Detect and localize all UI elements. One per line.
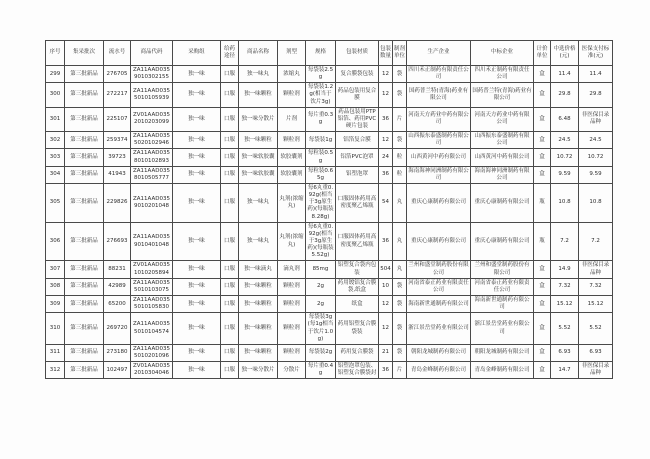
table-cell: 袋 (393, 83, 407, 107)
header-cell: 商品名称 (239, 41, 278, 66)
table-cell: 盒 (534, 313, 551, 345)
table-cell: 浓缩丸 (278, 66, 306, 83)
table-cell: 四川禾正制药有限责任公司 (471, 66, 534, 83)
header-cell: 医保支付标准(元) (579, 41, 613, 66)
table-row (46, 132, 613, 149)
table-cell: 276693 (104, 222, 131, 261)
table-cell: 颗粒剂 (278, 344, 306, 361)
table-cell: 10.72 (579, 149, 613, 166)
table-cell: 铝塑泡罩 (336, 166, 379, 183)
table-cell: ZA11AAD0355010103075 (131, 278, 173, 295)
table-cell: 口服 (221, 166, 239, 183)
table-cell: 15.12 (579, 295, 613, 312)
table-cell: 24 (379, 149, 393, 166)
table-cell: 兰州和盛堂制药股份有限公司 (407, 261, 471, 278)
table-cell: 独一味颗粒 (239, 132, 278, 149)
table-cell: 36 (379, 107, 393, 131)
table-cell: 丸 (393, 261, 407, 278)
table-header-row (46, 41, 613, 66)
table-cell: 每粒装0.65g (306, 166, 336, 183)
table-cell: 袋 (393, 344, 407, 361)
header-cell: 采购组 (173, 41, 221, 66)
table-cell: 独一味 (173, 132, 221, 149)
table-cell: 第三批新品 (65, 313, 104, 345)
table-cell: 分散片 (278, 362, 306, 379)
table-cell: 301 (46, 107, 65, 131)
table-cell: 独一味 (173, 295, 221, 312)
table-row (46, 107, 613, 131)
table-cell: 国药普兰特(青海)药业有限公司 (407, 83, 471, 107)
table-cell: 丸 (393, 183, 407, 222)
table-cell: 盒 (534, 107, 551, 131)
table-row (46, 362, 613, 379)
table-cell: 65200 (104, 295, 131, 312)
table-cell: 303 (46, 149, 65, 166)
table-cell: 独一味 (173, 66, 221, 83)
header-cell: 序号 (46, 41, 65, 66)
table-cell: 308 (46, 278, 65, 295)
table-cell: 盒 (534, 149, 551, 166)
table-cell: 独一味分散片 (239, 362, 278, 379)
table-cell: ZA11AAD0358010505777 (131, 166, 173, 183)
table-cell: 10.72 (551, 149, 579, 166)
table-cell: 浙江景岳堂药业有限公司 (407, 313, 471, 345)
table-cell: 14.9 (551, 261, 579, 278)
table-cell: 276705 (104, 66, 131, 83)
table-cell: 瓶 (534, 222, 551, 261)
header-cell: 流水号 (104, 41, 131, 66)
header-cell: 中选价格(元) (551, 41, 579, 66)
table-row (46, 222, 613, 261)
table-cell: 朝阳龙城制药有限公司 (407, 344, 471, 361)
table-cell: 5.52 (551, 313, 579, 345)
table-cell: 口服 (221, 66, 239, 83)
table-cell: 独一味 (173, 261, 221, 278)
table-cell: 504 (379, 261, 393, 278)
table-cell: 独一味 (173, 107, 221, 131)
table-row (46, 183, 613, 222)
table-cell: 272217 (104, 83, 131, 107)
table-cell: 6.48 (551, 107, 579, 131)
table-row (46, 166, 613, 183)
table-cell: 24.5 (551, 132, 579, 149)
table-cell: 每袋装3g(每1g相当于饮片1.0g) (306, 313, 336, 345)
table-cell: 7.2 (551, 222, 579, 261)
table-cell: 青岛金峰制药有限公司 (471, 362, 534, 379)
table-cell: 12 (379, 295, 393, 312)
table-cell: 颗粒剂 (278, 278, 306, 295)
table-cell: 海南海神同洲制药有限公司 (471, 166, 534, 183)
table-cell: 铝箔复合膜 (336, 132, 379, 149)
table-cell: 袋 (393, 66, 407, 83)
table-cell: 每袋装2.5g (306, 66, 336, 83)
table-cell: 海南新世通制药有限公司 (471, 295, 534, 312)
table-cell: 颗粒剂 (278, 295, 306, 312)
table-cell: 2g (306, 295, 336, 312)
table-cell: 12 (379, 313, 393, 345)
table-cell: 独一味 (173, 362, 221, 379)
table-cell: 口服 (221, 132, 239, 149)
table-cell: 非医保目录品种 (579, 362, 613, 379)
table-cell: 独一味 (173, 222, 221, 261)
table-cell: 药用镀铝复合膜袋,纸盒 (336, 278, 379, 295)
table-cell: ZA11AAD0359010201048 (131, 183, 173, 222)
table-cell: 纸盒 (336, 295, 379, 312)
table-cell: ZA11AAD0359010302155 (131, 66, 173, 83)
table-cell: 口服 (221, 149, 239, 166)
table-cell: 独一味 (173, 313, 221, 345)
table-cell: 重庆心康制药有限公司 (471, 222, 534, 261)
table-cell: 29.8 (551, 83, 579, 107)
table-cell: 朝阳龙城制药有限公司 (471, 344, 534, 361)
table-cell: 河南省泰正药业有限责任公司 (471, 278, 534, 295)
table-cell: 12 (379, 66, 393, 83)
table-cell: 口服 (221, 261, 239, 278)
table-cell: 河南省泰正药业有限责任公司 (407, 278, 471, 295)
table-cell: ZV01AAD0351010205894 (131, 261, 173, 278)
table-cell: 铝塑复合袋内包装 (336, 261, 379, 278)
table-cell: 药品包装用复合膜 (336, 83, 379, 107)
table-cell: 每6丸重0.92g(相当于3g原生药)(每瓶装5.52g) (306, 222, 336, 261)
table-cell: 独一味颗粒 (239, 295, 278, 312)
table-cell: 每粒装0.5g (306, 149, 336, 166)
table-cell: 第三批新品 (65, 149, 104, 166)
table-cell: 片 (393, 107, 407, 131)
table-cell: 5.52 (579, 313, 613, 345)
table-cell: 每片重0.4g (306, 362, 336, 379)
table-cell: 88231 (104, 261, 131, 278)
table-cell: 85mg (306, 261, 336, 278)
table-cell: 273180 (104, 344, 131, 361)
table-cell: 片剂 (278, 107, 306, 131)
table-cell: 粒 (393, 166, 407, 183)
table-cell: 兰州和盛堂制药股份有限公司 (471, 261, 534, 278)
table-cell: 口服 (221, 344, 239, 361)
table-cell: 药品包装用PTP铝箔、药用PVC硬片包装 (336, 107, 379, 131)
table-cell: 浙江景岳堂药业有限公司 (471, 313, 534, 345)
table-row (46, 66, 613, 83)
table-cell: 盒 (534, 295, 551, 312)
table-cell: 54 (379, 183, 393, 222)
table-cell: 第三批新品 (65, 183, 104, 222)
table-cell: 独一味滴丸 (239, 261, 278, 278)
table-cell: 7.32 (551, 278, 579, 295)
table-cell: 口服 (221, 107, 239, 131)
table-cell: 药用铝塑复合膜袋装 (336, 313, 379, 345)
table-cell: 口服 (221, 313, 239, 345)
table-cell: 重庆心康制药有限公司 (407, 183, 471, 222)
table-cell: 独一味 (173, 83, 221, 107)
table-cell: ZA11AAD0355010201096 (131, 344, 173, 361)
table-cell: 2g (306, 278, 336, 295)
table-cell: 独一味丸 (239, 66, 278, 83)
table-cell: 312 (46, 362, 65, 379)
table-cell: 304 (46, 166, 65, 183)
table-cell: 独一味颗粒 (239, 83, 278, 107)
table-cell: 每6丸重0.92g(相当于3g原生药)(每瓶装8.28g) (306, 183, 336, 222)
table-cell: 软胶囊剂 (278, 149, 306, 166)
table-cell: 第三批新品 (65, 132, 104, 149)
table-cell: 每袋装1.2g(相当于饮片3g) (306, 83, 336, 107)
table-cell: 青岛金峰制药有限公司 (407, 362, 471, 379)
table-cell: 盒 (534, 132, 551, 149)
table-cell: ZA11AAD0358010102893 (131, 149, 173, 166)
header-cell: 给药途径 (221, 41, 239, 66)
table-cell: 独一味 (173, 344, 221, 361)
table-cell: 36 (379, 222, 393, 261)
header-cell: 集采批次 (65, 41, 104, 66)
table-cell: 独一味分散片 (239, 107, 278, 131)
table-cell: ZA11AAD0355020102946 (131, 132, 173, 149)
table-cell: 口服固体药用高密度聚乙烯瓶 (336, 183, 379, 222)
table-cell: 11.4 (551, 66, 579, 83)
table-row (46, 261, 613, 278)
table-cell: 第三批新品 (65, 166, 104, 183)
table-cell: ZA11AAD0355010105830 (131, 295, 173, 312)
table-cell: 6.93 (579, 344, 613, 361)
table-cell: 非医保目录品种 (579, 261, 613, 278)
table-cell: 瓶 (534, 183, 551, 222)
table-cell: 重庆心康制药有限公司 (471, 183, 534, 222)
table-row (46, 295, 613, 312)
table-cell: 第三批新品 (65, 66, 104, 83)
table-cell: 山西黄河中药有限公司 (407, 149, 471, 166)
table-cell: 306 (46, 222, 65, 261)
table-cell: 第三批新品 (65, 222, 104, 261)
table-cell: 软胶囊剂 (278, 166, 306, 183)
table-cell: 口服 (221, 183, 239, 222)
table-row (46, 344, 613, 361)
table-cell: 311 (46, 344, 65, 361)
table-cell: 独一味 (173, 149, 221, 166)
header-cell: 生产企业 (407, 41, 471, 66)
table-cell: 口服固体药用高密度聚乙烯瓶 (336, 222, 379, 261)
table-row (46, 278, 613, 295)
table-cell: 海南新世通制药有限公司 (407, 295, 471, 312)
table-cell: 第三批新品 (65, 107, 104, 131)
table-cell: 丸剂(浓缩丸) (278, 183, 306, 222)
table-cell: 药用复合膜袋 (336, 344, 379, 361)
table-cell: 10.8 (579, 183, 613, 222)
table-cell: 盒 (534, 344, 551, 361)
table-cell: 12 (379, 132, 393, 149)
table-cell: 国药普兰特(青海)药业有限公司 (471, 83, 534, 107)
table-row (46, 83, 613, 107)
table-cell: 口服 (221, 278, 239, 295)
table-cell: 片 (393, 362, 407, 379)
table-cell: 7.32 (579, 278, 613, 295)
drug-price-table (45, 40, 613, 379)
table-cell: 独一味丸 (239, 183, 278, 222)
table-cell: 口服 (221, 83, 239, 107)
table-cell: 颗粒剂 (278, 132, 306, 149)
table-cell: 四川禾正制药有限责任公司 (407, 66, 471, 83)
header-cell: 规格 (306, 41, 336, 66)
table-cell: 12 (379, 83, 393, 107)
table-cell: 305 (46, 183, 65, 222)
header-cell: 计价单位 (534, 41, 551, 66)
header-cell: 中标企业 (471, 41, 534, 66)
table-cell: 第三批新品 (65, 295, 104, 312)
table-cell: 盒 (534, 362, 551, 379)
table-cell: 10 (379, 278, 393, 295)
table-cell: 重庆心康制药有限公司 (407, 222, 471, 261)
header-cell: 制剂单位 (393, 41, 407, 66)
table-cell: ZA11AAD0359010401048 (131, 222, 173, 261)
table-cell: 盒 (534, 83, 551, 107)
header-cell: 包装数量 (379, 41, 393, 66)
table-cell: 15.12 (551, 295, 579, 312)
table-cell: 河南天方药业中药有限公司 (471, 107, 534, 131)
table-cell: 36 (379, 362, 393, 379)
table-cell: 独一味颗粒 (239, 278, 278, 295)
table-cell: 310 (46, 313, 65, 345)
table-cell: 302 (46, 132, 65, 149)
table-cell: 口服 (221, 222, 239, 261)
table-cell: 袋 (393, 295, 407, 312)
table-cell: 41943 (104, 166, 131, 183)
table-cell: 独一味 (173, 278, 221, 295)
table-cell: ZA11AAD0355010104574 (131, 313, 173, 345)
table-cell: 颗粒剂 (278, 83, 306, 107)
table-cell: 海南海神同洲制药有限公司 (407, 166, 471, 183)
table-cell: 盒 (534, 261, 551, 278)
table-cell: 229826 (104, 183, 131, 222)
table-cell: 独一味丸 (239, 222, 278, 261)
table-cell: 山西振东泰盛制药有限公司 (407, 132, 471, 149)
table-cell: 盒 (534, 166, 551, 183)
table-cell: 第三批新品 (65, 261, 104, 278)
table-cell: 第三批新品 (65, 83, 104, 107)
table-cell: 独一味 (173, 166, 221, 183)
table-cell: 山西黄河中药有限公司 (471, 149, 534, 166)
header-cell: 剂型 (278, 41, 306, 66)
table-cell: 独一味 (173, 183, 221, 222)
table-row (46, 149, 613, 166)
table-cell: 14.7 (551, 362, 579, 379)
table-cell: 225107 (104, 107, 131, 131)
table-cell: 口服 (221, 362, 239, 379)
table-body (46, 66, 613, 379)
table-cell: 山西振东泰盛制药有限公司 (471, 132, 534, 149)
table-cell: ZA11AAD0355010105939 (131, 83, 173, 107)
table-cell: 盒 (534, 278, 551, 295)
table-cell: 307 (46, 261, 65, 278)
table-cell: 42989 (104, 278, 131, 295)
table-cell: 铝箔PVC泡罩 (336, 149, 379, 166)
table-cell: 第三批新品 (65, 362, 104, 379)
table-cell: 309 (46, 295, 65, 312)
table-cell: 口服 (221, 295, 239, 312)
table-cell: 第三批新品 (65, 344, 104, 361)
table-cell: 21 (379, 344, 393, 361)
table-cell: 10.8 (551, 183, 579, 222)
table-cell: 每袋装2g (306, 344, 336, 361)
table-cell: 独一味软胶囊 (239, 149, 278, 166)
table-cell: 7.2 (579, 222, 613, 261)
table-cell: 粒 (393, 149, 407, 166)
table-cell: ZV01AAD0352010203099 (131, 107, 173, 131)
table-cell: 袋 (393, 132, 407, 149)
table-cell: 丸 (393, 222, 407, 261)
table-cell: 独一味颗粒 (239, 313, 278, 345)
table-cell: 河南天方药业中药有限公司 (407, 107, 471, 131)
header-cell: 商品代码 (131, 41, 173, 66)
table-cell: 269720 (104, 313, 131, 345)
table-cell: 铝塑泡罩包装、铝塑复合膜袋封 (336, 362, 379, 379)
header-cell: 包装材质 (336, 41, 379, 66)
table-cell: 9.59 (579, 166, 613, 183)
table-cell: 259374 (104, 132, 131, 149)
table-row (46, 313, 613, 345)
table-cell: 36 (379, 166, 393, 183)
table-cell: 39723 (104, 149, 131, 166)
table-cell: 复合膜袋包装 (336, 66, 379, 83)
table-cell: 24.5 (579, 132, 613, 149)
table-cell: 6.93 (551, 344, 579, 361)
table-cell: 颗粒剂 (278, 313, 306, 345)
table-cell: 盒 (534, 66, 551, 83)
table-cell: 29.8 (579, 83, 613, 107)
table-cell: 袋 (393, 278, 407, 295)
table-cell: ZV01AAD0352010304046 (131, 362, 173, 379)
table-cell: 独一味软胶囊 (239, 166, 278, 183)
table-cell: 滴丸剂 (278, 261, 306, 278)
table-cell: 299 (46, 66, 65, 83)
table-cell: 独一味颗粒 (239, 344, 278, 361)
table-cell: 每袋装1g (306, 132, 336, 149)
table-cell: 每片重0.3g (306, 107, 336, 131)
table-cell: 丸剂(浓缩丸) (278, 222, 306, 261)
table-cell: 非医保目录品种 (579, 107, 613, 131)
table-cell: 袋 (393, 313, 407, 345)
table-cell: 11.4 (579, 66, 613, 83)
table-cell: 102497 (104, 362, 131, 379)
table-cell: 第三批新品 (65, 278, 104, 295)
table-cell: 300 (46, 83, 65, 107)
table-cell: 9.59 (551, 166, 579, 183)
